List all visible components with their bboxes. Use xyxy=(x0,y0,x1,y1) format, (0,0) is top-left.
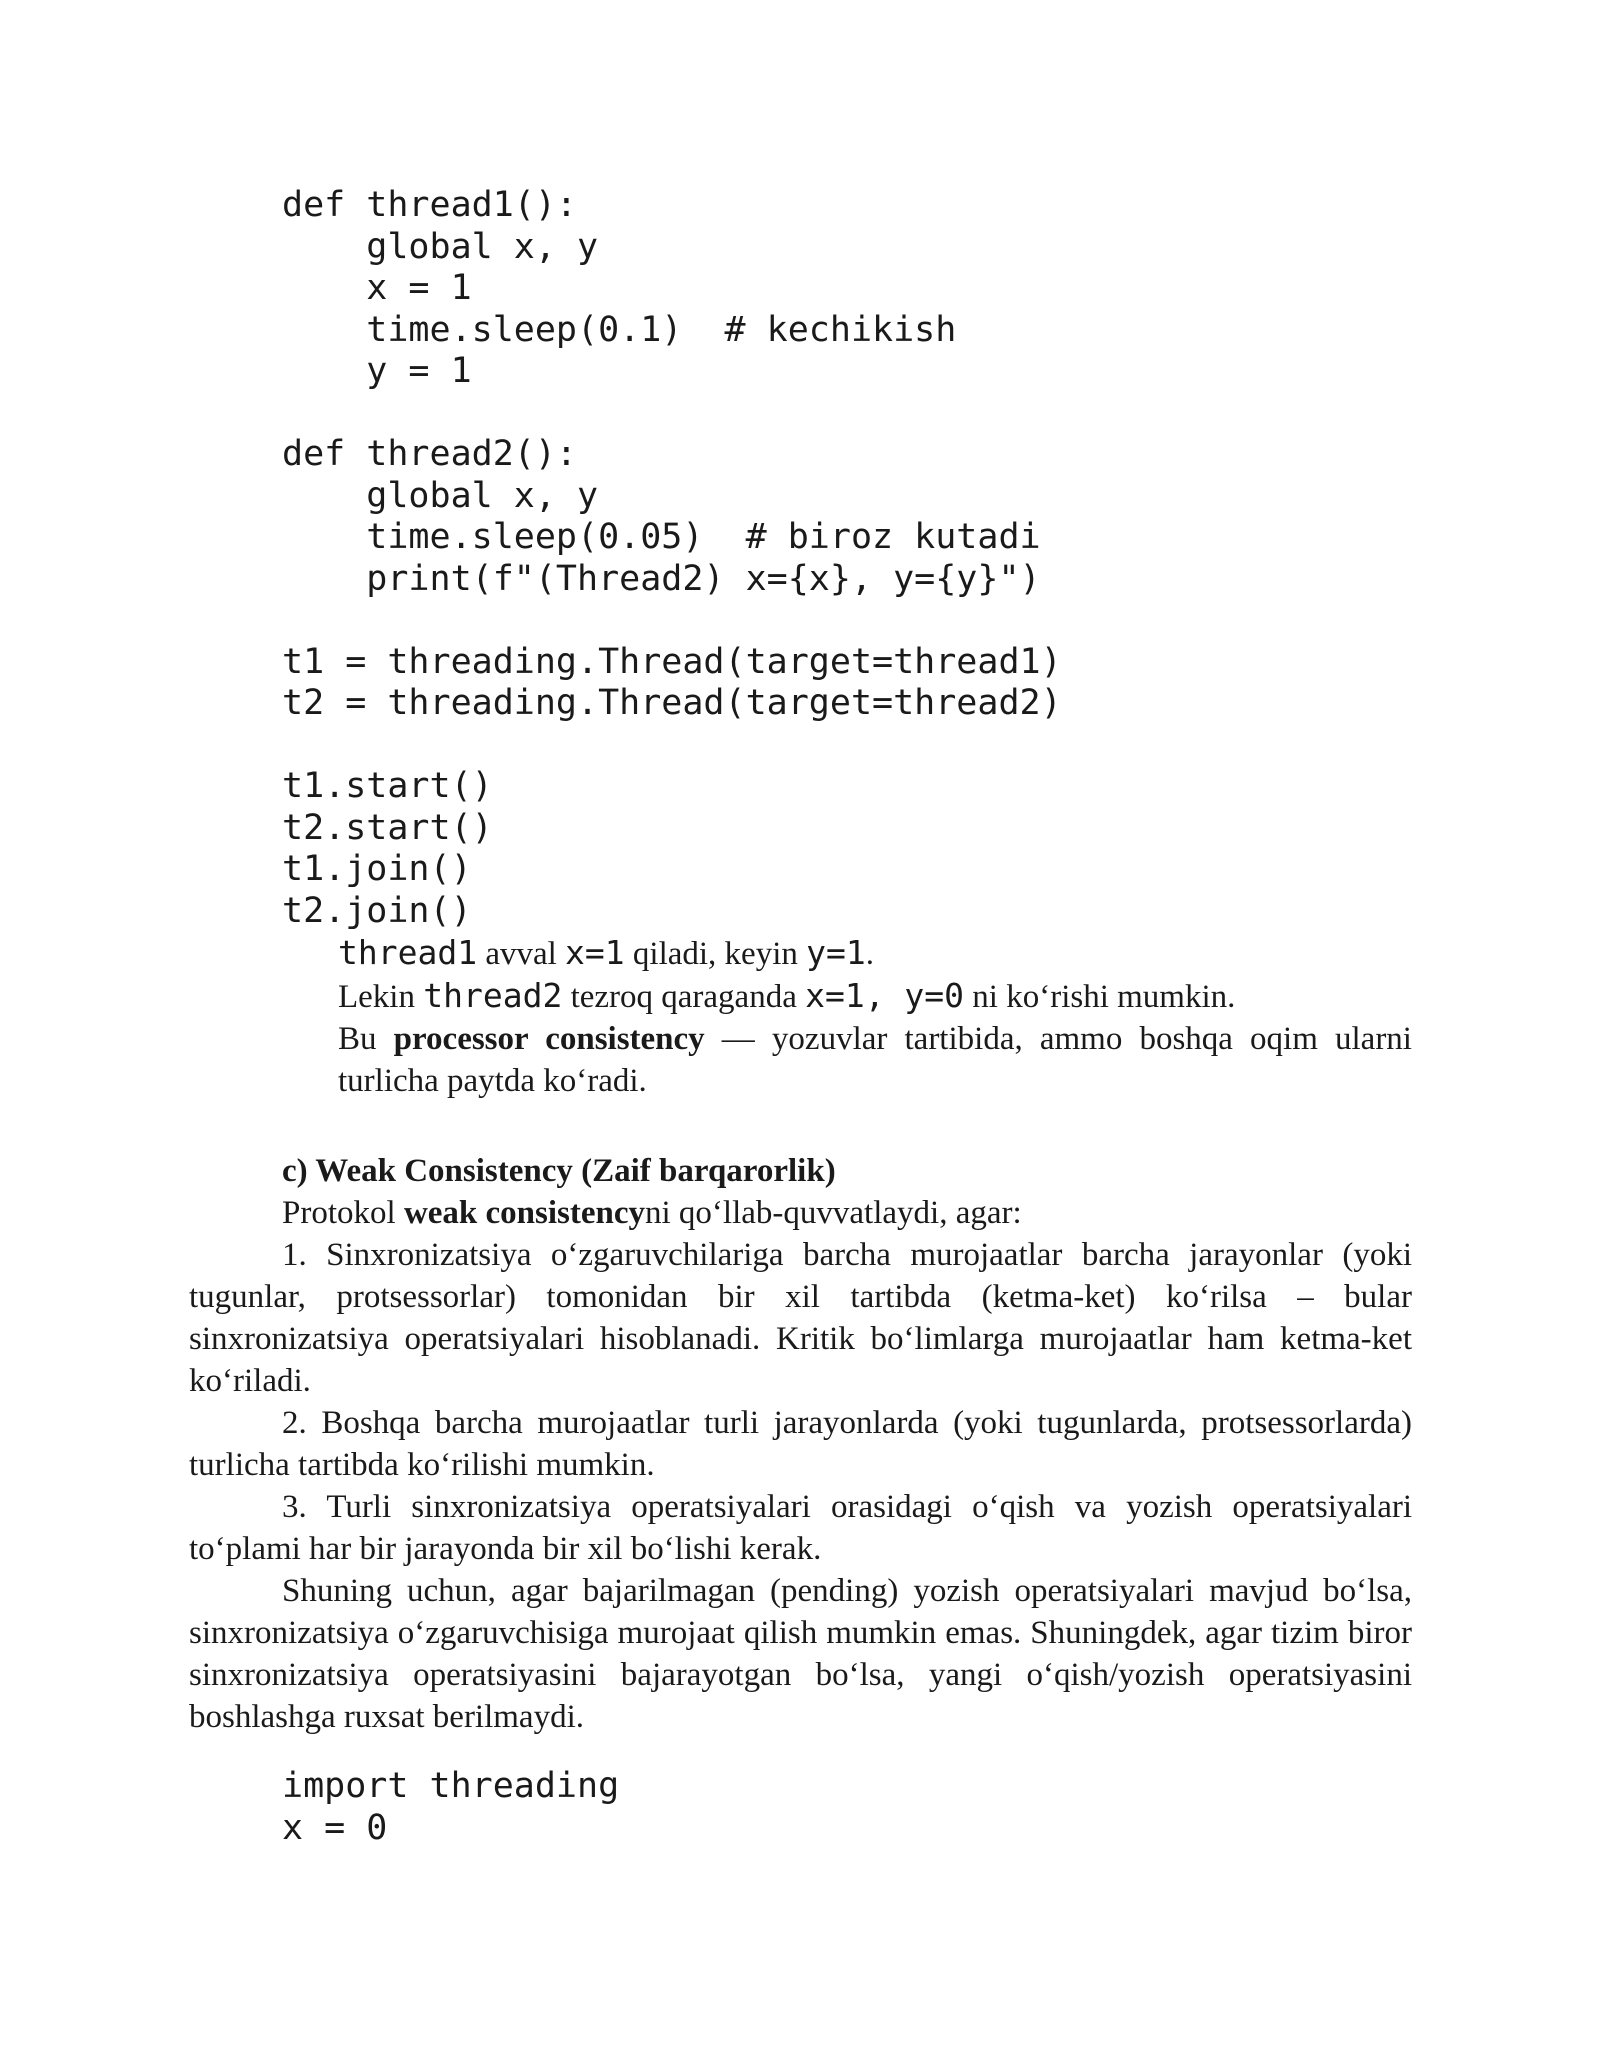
code-line: global x, y xyxy=(282,226,599,267)
list-item-3: 3. Turli sinxronizatsiya operatsiyalari orasidagi o‘qish va yozish operatsiyalari to‘plami har bir jarayonda bir xil bo‘lishi kerak. xyxy=(189,1489,1412,1567)
code-line: t2 = threading.Thread(target=thread2) xyxy=(282,683,1062,723)
code-line: time.sleep(0.05) # biroz kutadi xyxy=(282,517,1041,557)
explanation-line-2: Lekin thread2 tezroq qaraganda x=1, y=0 ni ko‘rishi mumkin. xyxy=(338,976,1236,1015)
code-line: t2.start() xyxy=(282,807,493,848)
code-line: t1.join() xyxy=(282,849,472,889)
code-line: t1 = threading.Thread(target=thread1) xyxy=(282,641,1062,682)
code-line: y = 1 xyxy=(282,351,472,391)
code-line xyxy=(282,393,1062,435)
code-block-import xyxy=(282,1766,619,1849)
inline-code: y=1 xyxy=(806,933,866,972)
bold-term: processor consistency xyxy=(393,1021,705,1057)
code-line: t1.start() xyxy=(282,766,493,806)
explanation-line-1: thread1 avval x=1 qiladi, keyin y=1. xyxy=(338,933,874,972)
code-line: import threading xyxy=(282,1766,620,1806)
code-line xyxy=(282,725,1062,767)
section-heading: c) Weak Consistency (Zaif barqarorlik) xyxy=(282,1153,836,1189)
code-explanation xyxy=(338,932,1412,1102)
inline-code: thread1 xyxy=(338,933,478,972)
list-item-1: 1. Sinxronizatsiya o‘zgaruvchilariga barcha murojaatlar barcha jarayonlar (yoki tugunlar, protsessorlar) tomonidan bir xil tartibda (ketma-ket) ko‘rilsa – bular sinxronizatsiya operatsiyalari hisoblanadi. Kritik bo‘limlarga murojaatlar ham ketma-ket ko‘riladi. xyxy=(189,1237,1412,1399)
code-line: x = 0 xyxy=(282,1807,388,1848)
code-line: global x, y xyxy=(282,475,599,516)
weak-consistency-section xyxy=(189,1150,1412,1738)
code-line xyxy=(282,600,1062,642)
explanation-line-3: Bu processor consistency — yozuvlar tartibida, ammo boshqa oqim ularni turlicha paytda ko‘radi. xyxy=(338,1021,1412,1099)
body-paragraph: Shuning uchun, agar bajarilmagan (pending) yozish operatsiyalari mavjud bo‘lsa, sinxronizatsiya o‘zgaruvchisiga murojaat qilish mumkin emas. Shuningdek, agar tizim biror sinxronizatsiya operatsiyasini bajarayotgan bo‘lsa, yangi o‘qish/yozish operatsiyasini boshlashga ruxsat berilmaydi. xyxy=(189,1573,1412,1735)
code-line: t2.join() xyxy=(282,890,472,931)
list-item-2: 2. Boshqa barcha murojaatlar turli jarayonlarda (yoki tugunlarda, protsessorlarda) turlicha tartibda ko‘rilishi mumkin. xyxy=(189,1405,1412,1483)
section-intro: Protokol weak consistencyni qo‘llab-quvvatlaydi, agar: xyxy=(282,1195,1022,1231)
code-line: print(f"(Thread2) x={x}, y={y}") xyxy=(282,558,1041,599)
inline-code: thread2 xyxy=(423,976,563,1015)
inline-code: x=1 xyxy=(565,933,625,972)
code-line: time.sleep(0.1) # kechikish xyxy=(282,309,957,350)
bold-term: weak consistency xyxy=(403,1195,646,1231)
inline-code: x=1, y=0 xyxy=(805,976,965,1015)
code-line: def thread2(): xyxy=(282,434,578,474)
code-block-threads xyxy=(282,185,1062,932)
code-line: x = 1 xyxy=(282,268,472,308)
code-line: def thread1(): xyxy=(282,185,578,225)
